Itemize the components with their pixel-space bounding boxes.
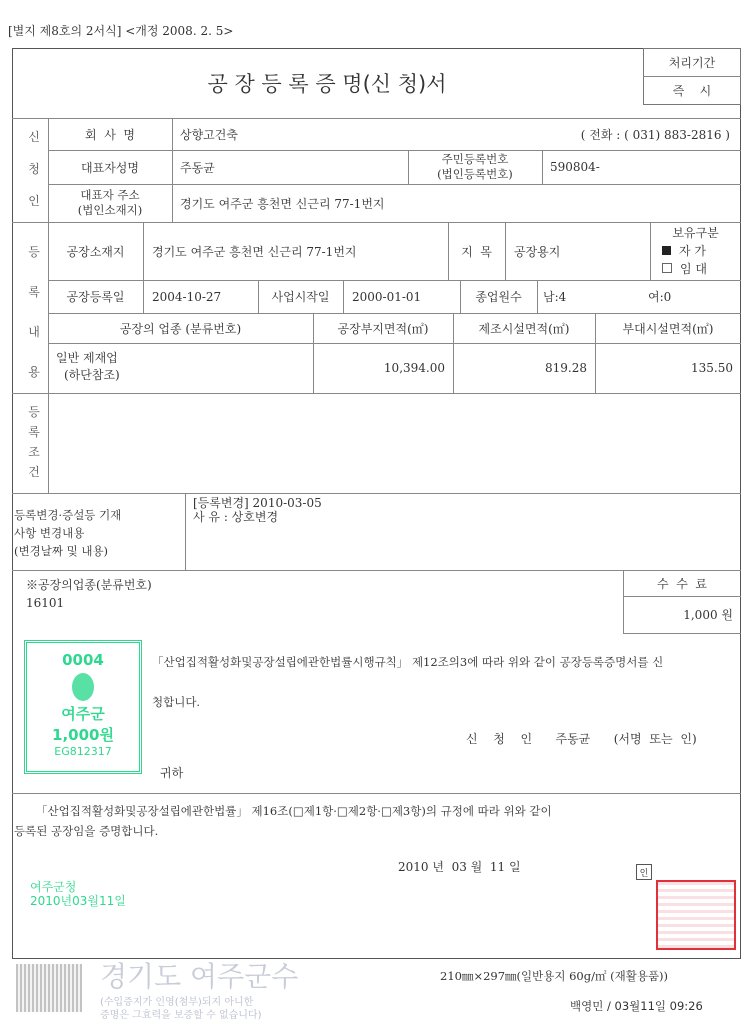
land-value: 공장용지 — [514, 244, 561, 259]
certification-line2: 등록된 공장임을 증명합니다. — [14, 824, 159, 838]
ownership-lease[interactable]: 임 대 — [662, 260, 707, 278]
processing-value: 즉 시 — [672, 84, 712, 98]
fee-label: 수 수 료 — [656, 576, 708, 591]
col-site-area: 공장부지면적(㎡) — [337, 321, 429, 336]
form-header: [별지 제8호의 2서식] <개정 2008. 2. 5> — [8, 24, 234, 38]
empty-box-icon — [662, 263, 672, 273]
aux-area-value: 135.50 — [691, 361, 733, 375]
ownership-own[interactable]: 자 가 — [662, 242, 707, 260]
rep-name-value: 주동균 — [180, 160, 215, 175]
addressee: 귀하 — [160, 766, 184, 780]
employees-male: 남:4 — [543, 290, 567, 304]
applicant-section-label: 신 청 인 — [28, 130, 40, 208]
fee-value: 1,000 원 — [683, 608, 733, 622]
location-label: 공장소재지 — [66, 244, 125, 259]
col-industry: 공장의 업종 (분류번호) — [119, 321, 242, 336]
location-value: 경기도 여주군 흥천면 신근리 77-1번지 — [152, 244, 357, 259]
ownership-options — [662, 242, 707, 278]
application-line1: 「산업집적활성화및공장설립에관한법률시행규칙」 제12조의3에 따라 위와 같이 공장등록증명서를 신 — [152, 655, 664, 669]
certification-date: 2010 년 03 월 11 일 — [398, 860, 521, 874]
application-line2: 청합니다. — [152, 695, 201, 709]
reg-no-value: 590804- — [550, 160, 600, 174]
official-seal — [656, 880, 736, 950]
start-date-label: 사업시작일 — [271, 290, 330, 304]
site-area-value: 10,394.00 — [383, 361, 445, 375]
applicant-signature-line: 신 청 인 주동균 (서명 또는 인) — [466, 732, 697, 746]
barcode — [16, 964, 82, 1012]
conditions-section-label: 등 록 조 건 — [28, 405, 40, 479]
revenue-stamp: 0004 여주군 1,000원 EG812317 — [24, 640, 142, 774]
seal-mark: 인 — [636, 864, 652, 880]
paper-size: 210㎜×297㎜(일반용지 60g/㎡ (재활용품)) — [440, 969, 669, 983]
issued-by: 백영민 / 03월11일 09:26 — [570, 999, 703, 1013]
revenue-stamp-cancel: 여주군청 2010년03월11일 — [30, 880, 126, 908]
rep-addr-label: 대표자 주소 (법인소재지) — [77, 188, 143, 217]
facility-area-value: 819.28 — [545, 361, 587, 375]
changes-content: [등록변경] 2010-03-05 사 유 : 상호변경 — [193, 496, 322, 524]
col-aux-area: 부대시설면적(㎡) — [622, 321, 714, 336]
company-label: 회 사 명 — [84, 127, 136, 142]
phone: ( 전화 : ( 031) 883-2816 ) — [580, 127, 730, 142]
registration-section-label: 등 록 내 용 — [28, 245, 40, 379]
company-value: 상향고건축 — [180, 127, 238, 142]
reg-no-label: 주민등록번호 (법인등록번호) — [437, 152, 513, 181]
changes-label: 등록변경·증설등 기재 사항 변경내용 (변경날짜 및 내용) — [14, 508, 122, 558]
rep-addr-value: 경기도 여주군 흥천면 신근리 77-1번지 — [180, 196, 385, 211]
employees-label: 종업원수 — [475, 290, 522, 304]
industry-code: ※공장의업종(분류번호) 16101 — [26, 578, 152, 610]
start-date-value: 2000-01-01 — [352, 289, 422, 304]
page-title: 공 장 등 록 증 명(신 청)서 — [207, 72, 447, 96]
processing-label: 처리기간 — [668, 55, 716, 70]
reg-date-value: 2004-10-27 — [152, 289, 222, 304]
certification-line1: 「산업집적활성화및공장설립에관한법률」 제16조(□제1항·□제2항·□제3항)의 규정에 따라 위와 같이 — [36, 804, 552, 818]
ownership-label: 보유구분 — [672, 225, 719, 240]
issuer-watermark: 경기도 여주군수 — [100, 960, 299, 993]
footer-notice: (수입증지가 인영(첨부)되지 아니한 증명은 그효력을 보증할 수 없습니다) — [100, 997, 262, 1021]
checked-box-icon — [662, 246, 671, 255]
rep-name-label: 대표자성명 — [81, 160, 139, 175]
reg-date-label: 공장등록일 — [66, 290, 125, 304]
land-label: 지 목 — [461, 244, 492, 259]
industry-value: 일반 제재업 (하단참조) — [56, 351, 120, 382]
employees-female: 여:0 — [648, 290, 672, 304]
col-facility-area: 제조시설면적(㎡) — [478, 321, 570, 336]
